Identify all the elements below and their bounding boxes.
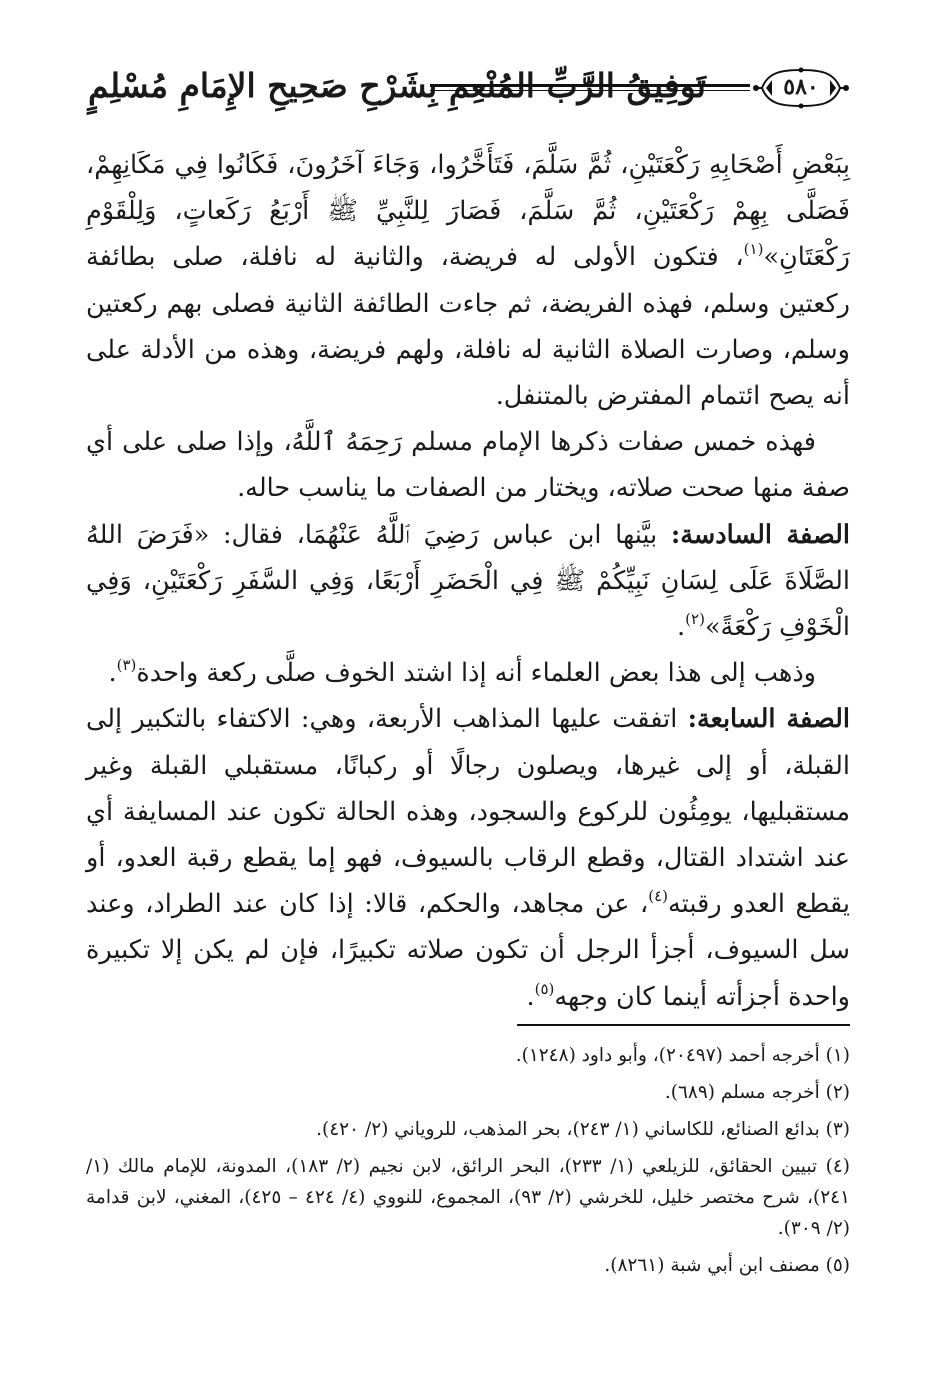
paragraph-2: فهذه خمس صفات ذكرها الإمام مسلم رَحِمَهُ ٱللَّهُ، وإذا صلى على أي صفة منها صحت صلاته، ويختار من الصفات ما يناسب حاله. — [86, 427, 850, 504]
paragraph-5: الصفة السابعة: اتفقت عليها المذاهب الأربعة، وهي: الاكتفاء بالتكبير إلى القبلة، أو إلى غيرها، ويصلون رجالًا أو ركبانًا، مستقبلي القبلة وغير مستقبليها، يومِئُون للركوع والسجود، وهذه الحالة تكون عند المسايفة أي عند اشتداد القتال، وقطع الرقاب بالسيوف، فهو إما يقطع رقبة العدو، أو يقطع العدو رقبته$^{(٤)}$، عن مجاهد، والحكم، قالا: إذا كان عند الطراد، وعند سل السيوف، أجزأ الرجل أن تكون صلاته تكبيرًا، فإن لم يكن إلا تكبيرة واحدة أجزأته أينما كان وجهه$^{(٥)}$. — [86, 704, 850, 1012]
footnote-ref-3[interactable]: (٣) — [116, 656, 137, 675]
footnotes-section — [86, 1040, 850, 1281]
footnote-3: (٣) بدائع الصنائع، للكاساني (١/ ٢٤٣)، بحر المذهب، للروياني (٢/ ٤٢٠). — [316, 1119, 850, 1140]
footnote-5: (٥) مصنف ابن أبي شبة (٨٢٦١). — [604, 1255, 850, 1276]
paragraph-1: بِبَعْضِ أَصْحَابِهِ رَكْعَتَيْنِ، ثُمَّ سَلَّمَ، فَتَأَخَّرُوا، وَجَاءَ آخَرُونَ، فَكَانُوا فِي مَكَانِهِمْ، فَصَلَّى بِهِمْ رَكْعَتَيْنِ، ثُمَّ سَلَّمَ، فَصَارَ لِلنَّبِيِّ ﷺ أَرْبَعُ رَكَعاتٍ، وَلِلْقَوْمِ رَكْعَتَانِ»$^{(١)}$، فتكون الأولى له فريضة، والثانية له نافلة، صلى بطائفة ركعتين وسلم، فهذه الفريضة، ثم جاءت الطائفة الثانية فصلى بهم ركعتين وسلم، وصارت الصلاة الثانية له نافلة، ولهم فريضة، وهذه من الأدلة على أنه يصح ائتمام المفترض بالمتنفل. — [86, 150, 850, 412]
footnote-ref-4[interactable]: (٤) — [648, 887, 669, 906]
paragraph-3: الصفة السادسة: بيَّنها ابن عباس رَضِيَ ٱللَّهُ عَنْهُمَا، فقال: «فَرَضَ اللهُ الصَّلَاةَ عَلَى لِسَانِ نَبِيِّكُمْ ﷺ فِي الْحَضَرِ أَرْبَعًا، وَفِي السَّفَرِ رَكْعَتَيْنِ، وَفِي الْخَوْفِ رَكْعَةً»$^{(٢)}$. — [86, 519, 850, 643]
footnote-ref-2[interactable]: (٢) — [685, 610, 705, 629]
main-text — [86, 142, 850, 1020]
footnote-1: (١) أخرجه أحمد (٢٠٤٩٧)، وأبو داود (١٢٤٨). — [515, 1045, 850, 1066]
page-number: ٥٨٠ — [783, 74, 819, 100]
footnote-4: (٤) تبيين الحقائق، للزيلعي (١/ ٢٣٣)، البحر الرائق، لابن نجيم (٢/ ١٨٣)، المدونة، للإمام مالك (١/ ٢٤١)، شرح مختصر خليل، للخرشي (٢/ ٩٣)، المجموع، للنووي (٤/ ٤٢٤ – ٤٢٥)، المغني، لابن قدامة (٢/ ٣٠٩). — [86, 1156, 850, 1239]
section-label-six: الصفة السادسة: — [670, 519, 850, 550]
book-title: تَوفِيقُ الرَّبِّ المُنْعِمِ بِشَرْحِ صَحِيحِ الإِمَامِ مُسْلِمٍ — [88, 66, 706, 105]
section-label-seven: الصفة السابعة: — [687, 704, 850, 735]
footnote-ref-5[interactable]: (٥) — [534, 979, 555, 998]
page-header — [88, 62, 850, 122]
footnote-2: (٢) أخرجه مسلم (٦٨٩). — [664, 1082, 850, 1103]
footnote-ref-1[interactable]: (١) — [743, 240, 764, 259]
paragraph-4: وذهب إلى هذا بعض العلماء أنه إذا اشتد الخوف صلَّى ركعة واحدة$^{(٣)}$. — [108, 656, 816, 689]
header-rule — [430, 84, 750, 91]
page-number-ornament — [752, 66, 850, 110]
footnote-separator — [517, 1024, 850, 1026]
